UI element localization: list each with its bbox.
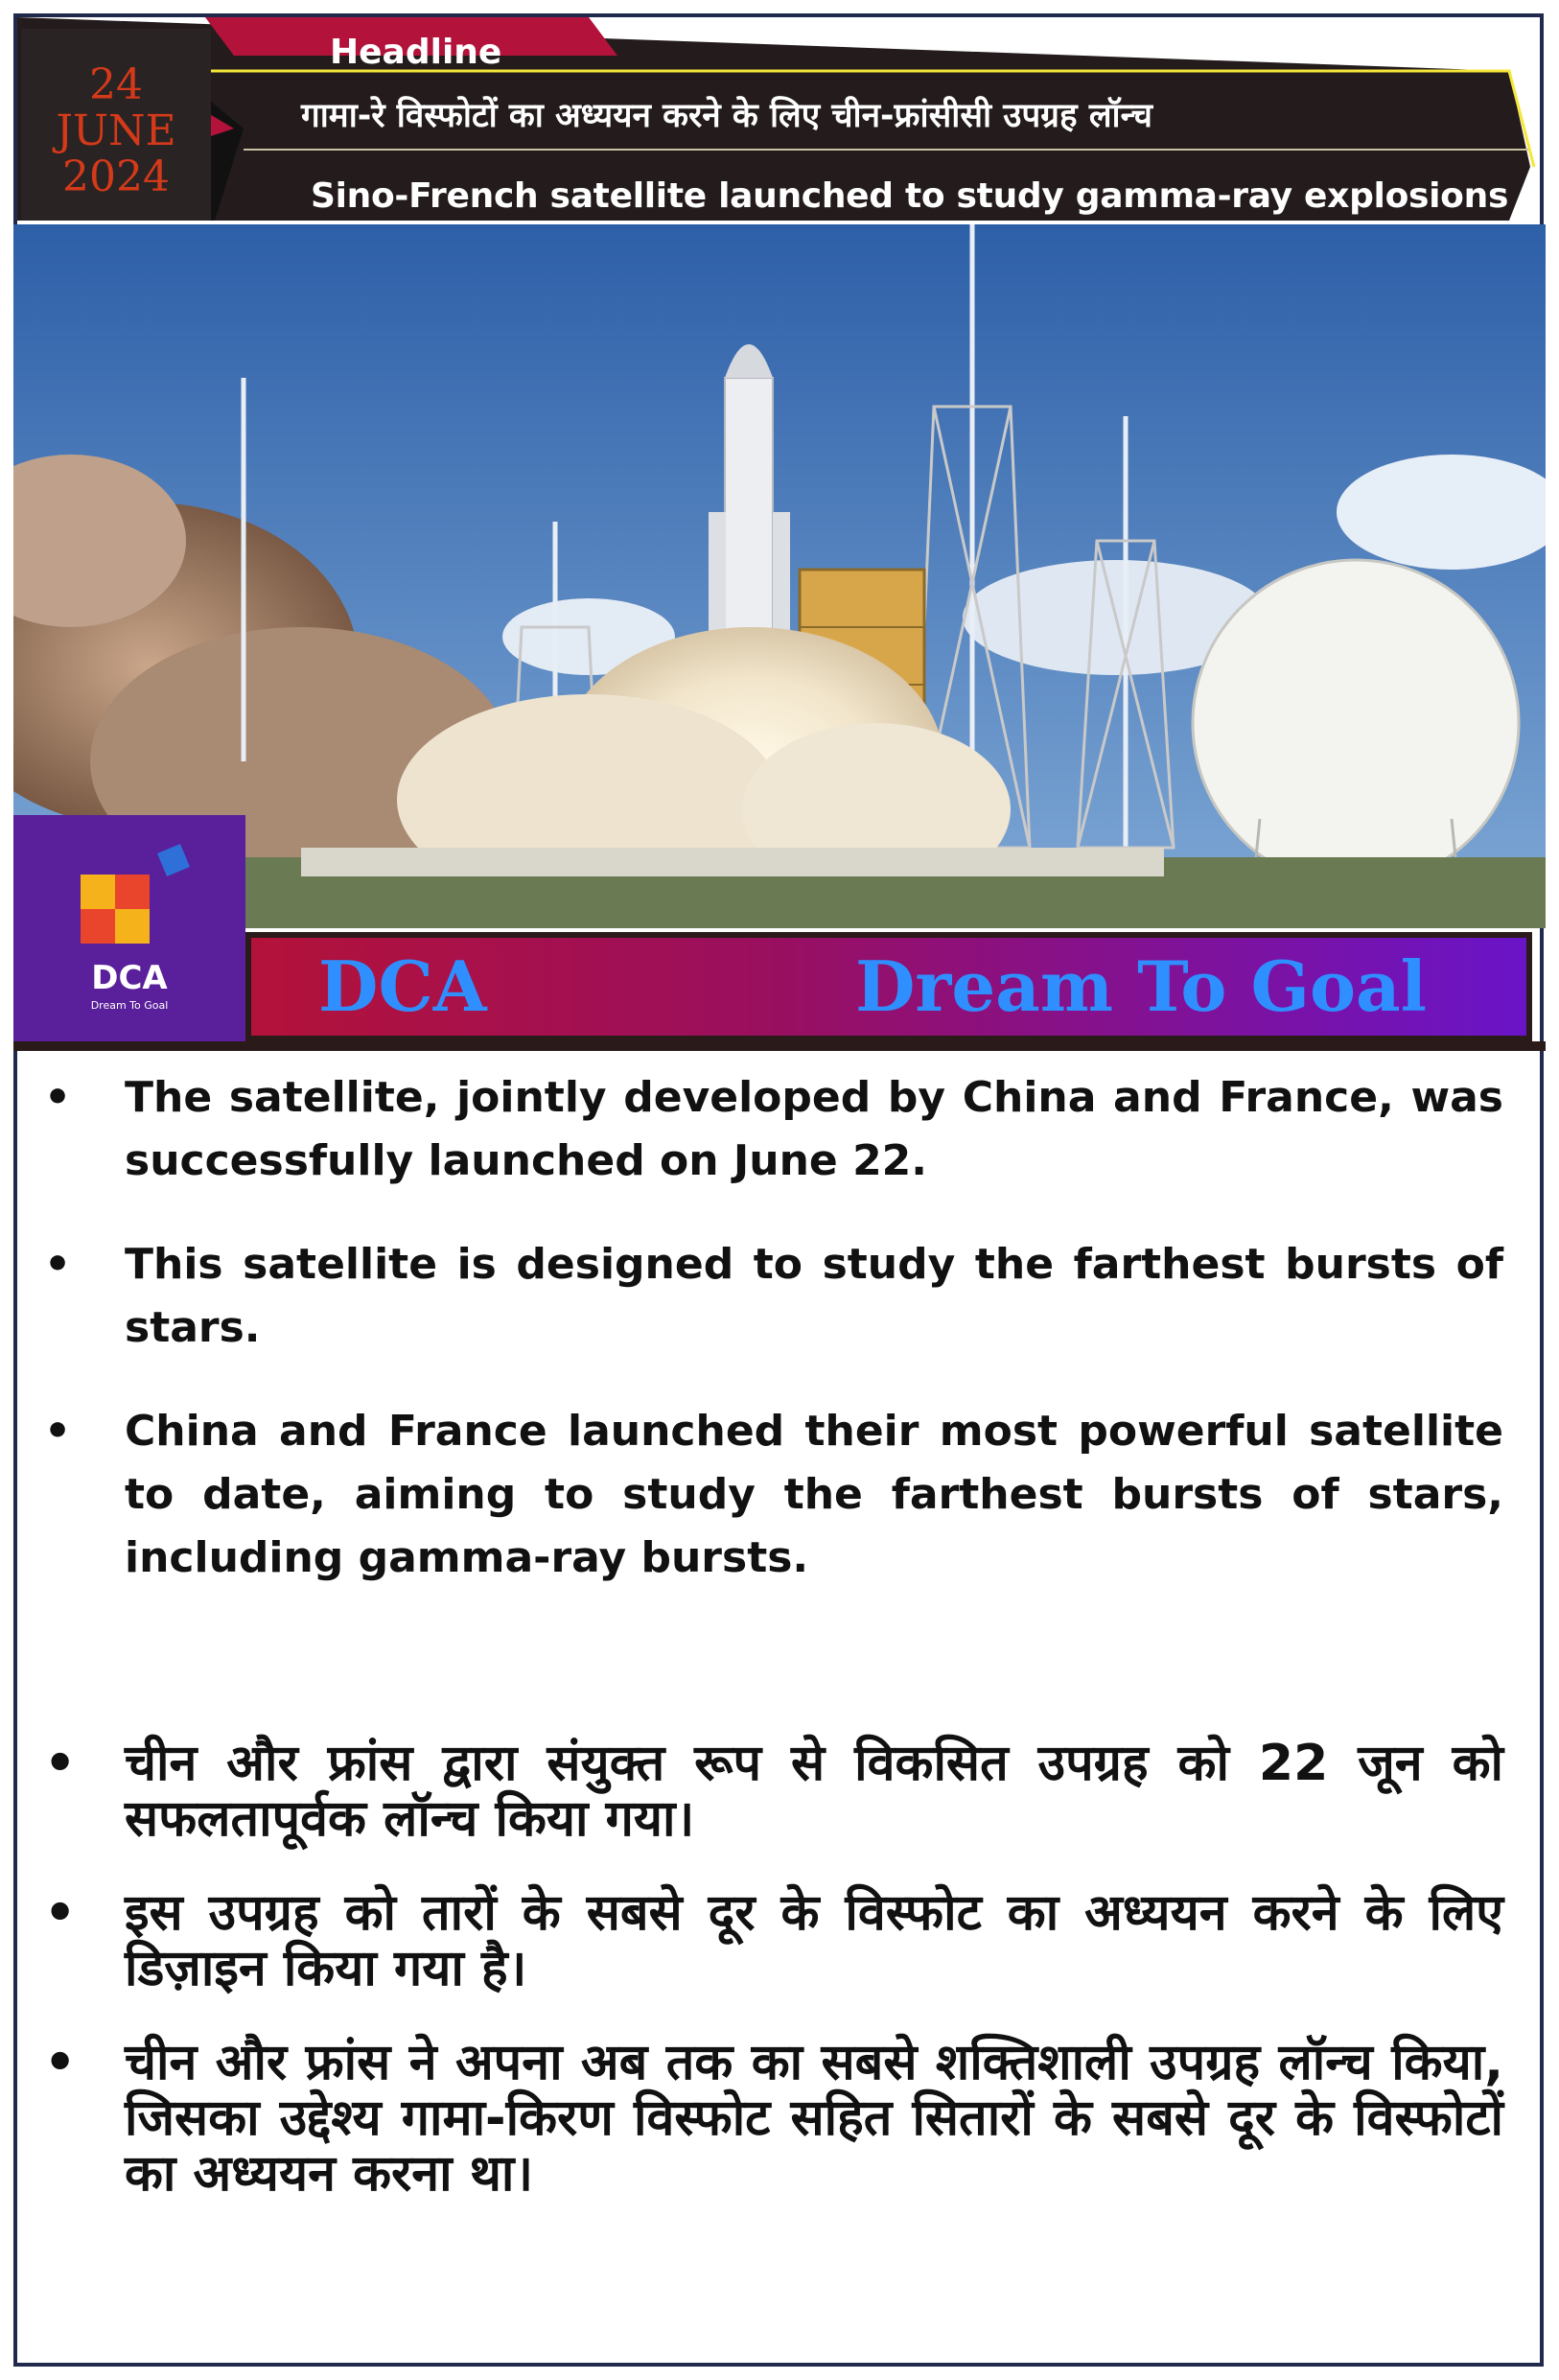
logo-tagline: Dream To Goal [90, 999, 169, 1012]
date-box [21, 29, 211, 221]
puzzle-logo-icon [13, 815, 245, 959]
list-item [38, 1233, 1503, 1360]
date-month: JUNE [56, 106, 176, 155]
bullet-text: चीन और फ्रांस द्वारा संयुक्त रूप से विकसित उपग्रह को 22 जून को सफलतापूर्वक लॉन्च किया गया। [125, 1735, 1503, 1848]
bullet-icon: • [44, 1735, 77, 1792]
bullet-icon: • [44, 2034, 77, 2091]
list-item [38, 1885, 1503, 1996]
dca-logo-box [13, 815, 245, 1051]
bullet-text: The satellite, jointly developed by China and France, was successfully launched on June 22. [125, 1073, 1503, 1185]
list-item [38, 1400, 1503, 1590]
bullet-text: इस उपग्रह को तारों के सबसे दूर के विस्फोट का अध्ययन करने के लिए डिज़ाइन किया गया है। [125, 1884, 1503, 1997]
bullet-icon: • [44, 1407, 72, 1456]
english-bullet-list [38, 1066, 1503, 1630]
list-item [38, 2035, 1503, 2202]
list-item [38, 1066, 1503, 1193]
list-item [38, 1736, 1503, 1847]
bullet-icon: • [44, 1884, 77, 1942]
title-english: Sino-French satellite launched to study gamma-ray explosions [311, 176, 1509, 216]
title-hindi: गामा-रे विस्फोटों का अध्ययन करने के लिए चीन-फ्रांसीसी उपग्रह लॉन्च [301, 97, 1152, 135]
bullet-icon: • [44, 1073, 72, 1122]
logo-text: DCA [91, 959, 168, 997]
date-day: 24 [89, 60, 143, 109]
date-year: 2024 [62, 152, 170, 201]
bullet-text: China and France launched their most powerful satellite to date, aiming to study the farthest bursts of stars, including gamma-ray bursts. [125, 1407, 1503, 1582]
banner-slogan: Dream To Goal [854, 945, 1427, 1027]
bullet-icon: • [44, 1240, 72, 1289]
banner-divider [13, 1041, 1546, 1051]
hindi-bullet-list [38, 1736, 1503, 2240]
brand-banner [245, 932, 1532, 1041]
banner-dca: DCA [318, 945, 487, 1027]
bullet-text: चीन और फ्रांस ने अपना अब तक का सबसे शक्तिशाली उपग्रह लॉन्च किया, जिसका उद्देश्य गामा-किरण विस्फोट सहित सितारों के सबसे दूर के विस्फोटों का अध्ययन करना था। [125, 2034, 1503, 2203]
bullet-text: This satellite is designed to study the farthest bursts of stars. [125, 1240, 1503, 1352]
headline-tag: Headline [330, 33, 502, 72]
header [13, 13, 1546, 224]
